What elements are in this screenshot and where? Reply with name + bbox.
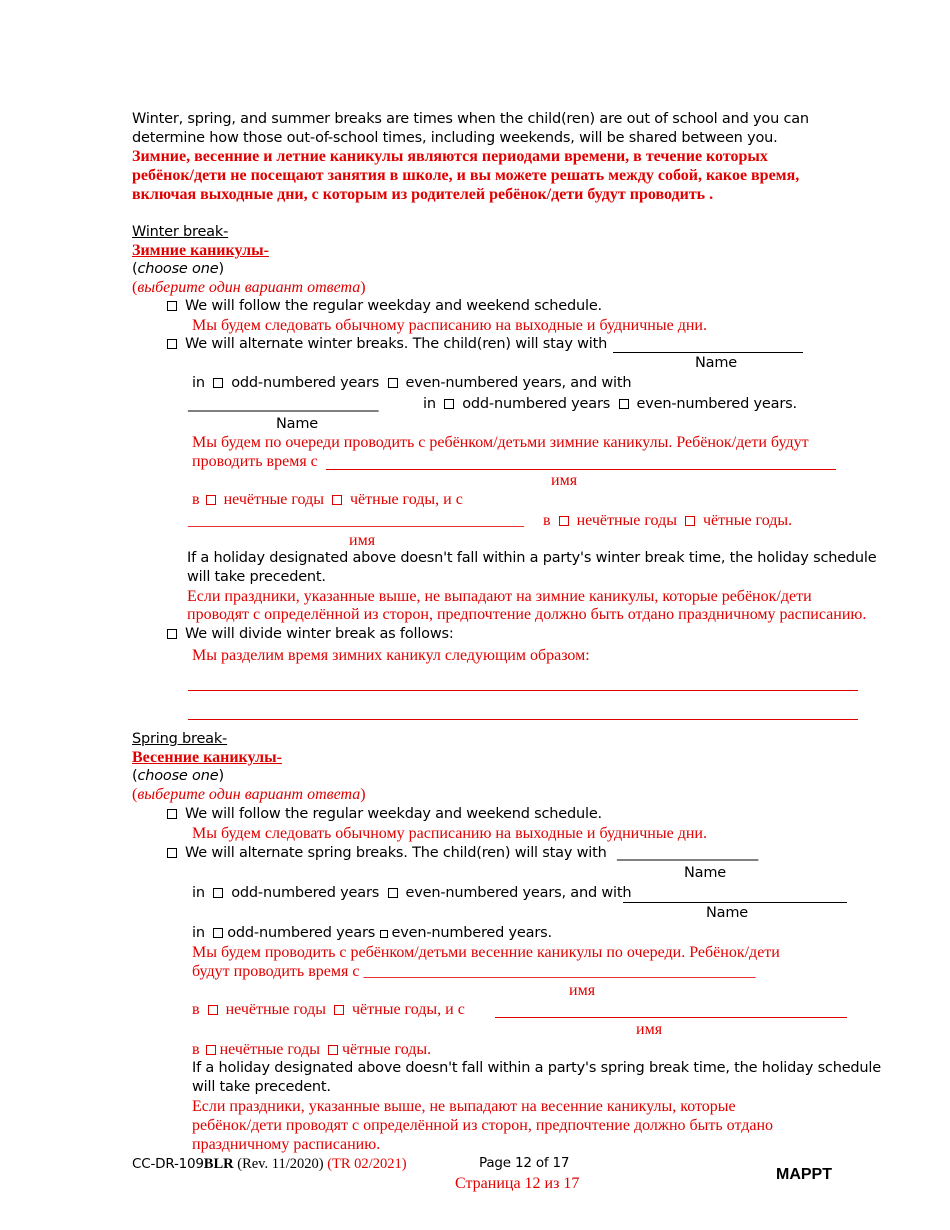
spring-option-regular-ru: Мы будем следовать обычному расписанию на выходные и будничные дни. <box>192 825 707 842</box>
intro-ru-line3: включая выходные дни, с которым из родителей ребёнок/дети будут проводить . <box>132 186 714 203</box>
winter-name-label-1: Name <box>695 355 737 371</box>
winter-ru-name-field-2[interactable]: __________________________________________ <box>188 512 524 529</box>
winter-even-checkbox-1[interactable] <box>388 378 398 388</box>
spring-holiday-ru-1: Если праздники, указанные выше, не выпадают на весенние каникулы, которые <box>192 1098 736 1115</box>
winter-ru-alt-line2: проводить время с <box>192 453 318 470</box>
spring-name-field-1[interactable]: ____________________ <box>617 845 759 861</box>
spring-heading-en: Spring break- <box>132 731 228 747</box>
spring-years-line-2: in odd-numbered years even-numbered years. <box>192 925 552 941</box>
winter-option-regular-ru: Мы будем следовать обычному расписанию на выходные и будничные дни. <box>192 317 707 334</box>
winter-ru-odd-checkbox-1[interactable] <box>206 495 216 505</box>
footer-form-id: CC-DR-109BLR (Rev. 11/2020) (TR 02/2021) <box>132 1156 407 1172</box>
winter-ru-name-field-1[interactable] <box>326 469 836 470</box>
spring-holiday-en-1: If a holiday designated above doesn't fall within a party's spring break time, the holiday schedule <box>192 1060 881 1076</box>
spring-years-line-1: in odd-numbered years even-numbered years, and with <box>192 885 632 901</box>
spring-choose-one-ru: (выберите один вариант ответа) <box>132 786 366 803</box>
spring-ru-even-checkbox-1[interactable] <box>334 1005 344 1015</box>
winter-even-checkbox-2[interactable] <box>619 399 629 409</box>
winter-ru-odd-checkbox-2[interactable] <box>559 516 569 526</box>
spring-ru-name-field-2[interactable] <box>495 1017 847 1018</box>
winter-ru-years-line-2: в нечётные годы чётные годы. <box>543 512 793 529</box>
spring-odd-checkbox-1[interactable] <box>213 888 223 898</box>
winter-ru-years-line-1: в нечётные годы чётные годы, и с <box>192 491 463 508</box>
footer-mappt: MAPPT <box>776 1166 832 1183</box>
spring-alternate-checkbox[interactable] <box>167 848 177 858</box>
spring-name-field-2[interactable] <box>623 902 847 903</box>
spring-ru-imya-1: имя <box>569 982 596 999</box>
winter-name-field-1[interactable] <box>613 352 803 353</box>
winter-odd-checkbox-2[interactable] <box>444 399 454 409</box>
winter-option-regular: We will follow the regular weekday and weekend schedule. <box>167 299 602 314</box>
spring-ru-years-line-1: в нечётные годы чётные годы, и с <box>192 1001 465 1018</box>
winter-ru-even-checkbox-1[interactable] <box>332 495 342 505</box>
intro-ru-line1: Зимние, весенние и летние каникулы являются периодами времени, в течение которых <box>132 148 768 165</box>
spring-ru-odd-checkbox-1[interactable] <box>208 1005 218 1015</box>
footer-page-ru: Страница 12 из 17 <box>455 1175 580 1192</box>
winter-option-divide: We will divide winter break as follows: <box>167 627 454 642</box>
spring-holiday-ru-2: ребёнок/дети проводят с определённой из сторон, предпочтение должно быть отдано <box>192 1117 774 1134</box>
winter-holiday-en-2: will take precedent. <box>187 569 326 585</box>
spring-regular-checkbox[interactable] <box>167 809 177 819</box>
spring-ru-even-checkbox-2[interactable] <box>328 1045 338 1055</box>
spring-option-alternate: We will alternate spring breaks. The child(ren) will stay with <box>167 846 607 861</box>
spring-choose-one: (choose one) <box>132 768 224 784</box>
winter-years-line-2: in odd-numbered years even-numbered years. <box>423 396 797 412</box>
winter-regular-checkbox[interactable] <box>167 301 177 311</box>
winter-holiday-en-1: If a holiday designated above doesn't fall within a party's winter break time, the holiday schedule <box>187 550 877 566</box>
winter-holiday-ru-1: Если праздники, указанные выше, не выпадают на зимние каникулы, которые ребёнок/дети <box>187 588 812 605</box>
intro-en-line2: determine how those out-of-school times, including weekends, will be shared between you. <box>132 130 778 146</box>
intro-en-line1: Winter, spring, and summer breaks are times when the child(ren) are out of school and you can <box>132 111 809 127</box>
spring-holiday-en-2: will take precedent. <box>192 1079 331 1095</box>
winter-choose-one-ru: (выберите один вариант ответа) <box>132 279 366 296</box>
winter-holiday-ru-2: проводят с определённой из сторон, предпочтение должно быть отдано праздничному расписанию. <box>187 606 867 623</box>
spring-ru-years-line-2: в нечётные годы чётные годы. <box>192 1041 432 1058</box>
spring-odd-checkbox-2[interactable] <box>213 928 223 938</box>
winter-divide-checkbox[interactable] <box>167 629 177 639</box>
winter-divide-line-2[interactable] <box>188 719 858 720</box>
spring-option-regular: We will follow the regular weekday and weekend schedule. <box>167 807 602 822</box>
spring-even-checkbox-1[interactable] <box>388 888 398 898</box>
intro-ru-line2: ребёнок/дети не посещают занятия в школе, и вы можете решать между собой, какое время, <box>132 167 800 184</box>
spring-ru-odd-checkbox-2[interactable] <box>206 1045 216 1055</box>
winter-odd-checkbox-1[interactable] <box>213 378 223 388</box>
winter-option-divide-ru: Мы разделим время зимних каникул следующим образом: <box>192 647 590 664</box>
winter-heading-ru: Зимние каникулы- <box>132 242 269 259</box>
winter-name-field-2[interactable]: ___________________________ <box>188 396 379 412</box>
spring-ru-imya-2: имя <box>636 1021 663 1038</box>
spring-heading-ru: Весенние каникулы- <box>132 749 282 766</box>
spring-even-checkbox-2[interactable] <box>380 930 388 938</box>
spring-ru-alt-line2: будут проводить время с _________________________________________________ <box>192 963 756 980</box>
winter-ru-imya-1: имя <box>551 472 578 489</box>
winter-choose-one: (choose one) <box>132 261 224 277</box>
winter-divide-line-1[interactable] <box>188 690 858 691</box>
spring-name-label-1: Name <box>684 865 726 881</box>
spring-ru-alt-line1: Мы будем проводить с ребёнком/детьми весенние каникулы по очереди. Ребёнок/дети <box>192 944 780 961</box>
winter-option-alternate: We will alternate winter breaks. The child(ren) will stay with <box>167 337 607 352</box>
winter-ru-alt-line1: Мы будем по очереди проводить с ребёнком/детьми зимние каникулы. Ребёнок/дети будут <box>192 434 809 451</box>
footer-page-en: Page 12 of 17 <box>479 1155 570 1171</box>
spring-holiday-ru-3: праздничному расписанию. <box>192 1136 381 1153</box>
winter-name-label-2: Name <box>276 416 318 432</box>
winter-heading-en: Winter break- <box>132 224 229 240</box>
spring-ru-name-field-1[interactable]: _________________________________________________ <box>363 963 756 980</box>
winter-alternate-checkbox[interactable] <box>167 339 177 349</box>
spring-name-label-2: Name <box>706 905 748 921</box>
winter-years-line-1: in odd-numbered years even-numbered years, and with <box>192 375 632 391</box>
winter-ru-even-checkbox-2[interactable] <box>685 516 695 526</box>
winter-ru-imya-2: имя <box>349 532 376 549</box>
